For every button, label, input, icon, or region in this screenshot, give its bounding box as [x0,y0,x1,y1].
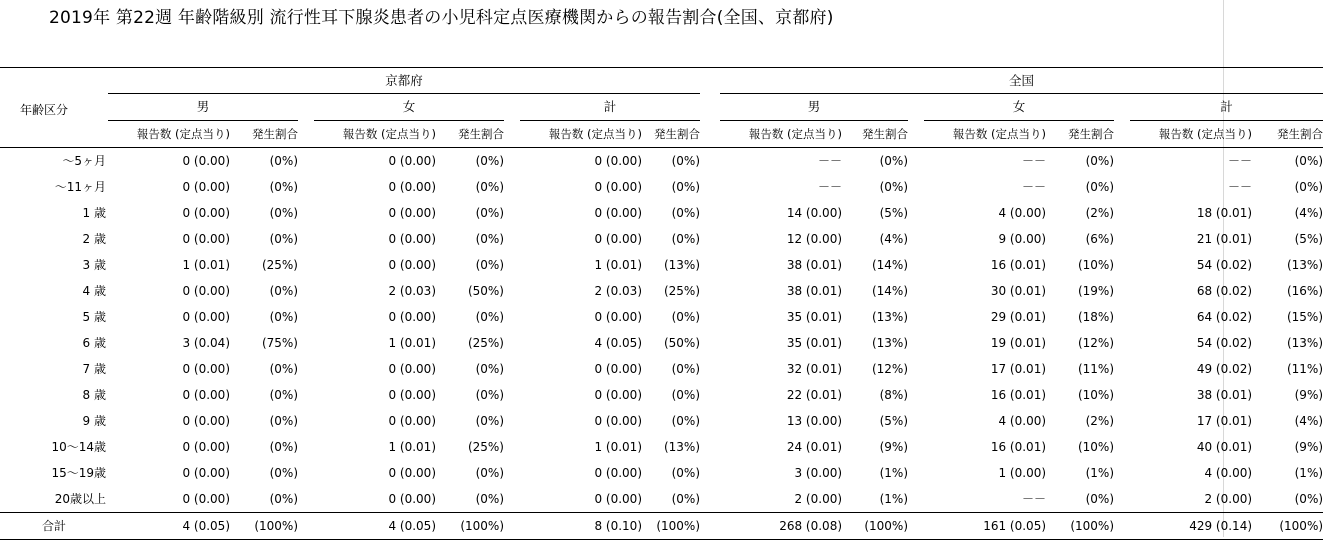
table-row [0,330,1323,356]
pct-cell: (0%) [269,466,298,480]
age-cell: 5 歳 [82,310,106,324]
count-cell: 0 (0.00) [594,492,642,506]
pct-cell: (0%) [1085,180,1115,194]
pct-cell: (100%) [230,513,298,540]
count-cell: 4 (0.05) [594,336,642,350]
table-row [0,304,1323,330]
count-cell: －－ [1022,180,1047,194]
count-cell: －－ [818,154,843,168]
pct-cell: (19%) [1077,284,1115,298]
pct-cell: (25%) [663,284,701,298]
pct-cell: (100%) [642,513,700,540]
col-header-pct-national-female: 発生割合 [1046,121,1114,148]
pct-cell: (0%) [671,362,701,376]
count-cell: 3 (0.00) [794,466,843,480]
pct-cell: (9%) [1294,440,1323,454]
pct-cell: (0%) [1294,180,1323,194]
pct-cell: (0%) [269,154,298,168]
table-row [0,200,1323,226]
age-cell: 15～19歳 [51,466,106,480]
count-cell: 4 (0.00) [1204,466,1253,480]
count-cell: 0 (0.00) [594,232,642,246]
pct-cell: (0%) [475,414,504,428]
count-cell: 64 (0.02) [1196,310,1253,324]
table-row [0,460,1323,486]
pct-cell: (25%) [261,258,298,272]
count-cell: 19 (0.01) [990,336,1047,350]
pct-cell: (0%) [269,492,298,506]
pct-cell: (5%) [879,206,909,220]
col-header-count-kyoto-total: 報告数 (定点当り) [520,121,642,148]
count-cell: 0 (0.00) [594,362,642,376]
count-cell: 0 (0.00) [388,258,436,272]
count-cell: 0 (0.00) [182,206,230,220]
count-cell: 17 (0.01) [990,362,1047,376]
pct-cell: (4%) [879,232,909,246]
age-cell: 7 歳 [82,362,106,376]
count-cell: 54 (0.02) [1196,258,1253,272]
count-cell: 32 (0.01) [786,362,843,376]
pct-cell: (0%) [475,258,504,272]
count-cell: 18 (0.01) [1196,206,1253,220]
pct-cell: (0%) [1294,492,1323,506]
count-cell: 0 (0.00) [388,180,436,194]
pct-cell: (10%) [1077,440,1115,454]
pct-cell: (1%) [879,492,909,506]
count-cell: 17 (0.01) [1196,414,1253,428]
pct-cell: (10%) [1077,258,1115,272]
count-cell: 4 (0.00) [998,206,1047,220]
count-cell: 35 (0.01) [786,310,843,324]
count-cell: 0 (0.00) [594,180,642,194]
pct-cell: (2%) [1085,206,1115,220]
pct-cell: (50%) [663,336,701,350]
pct-cell: (13%) [871,310,909,324]
pct-cell: (10%) [1077,388,1115,402]
count-cell: 24 (0.01) [786,440,843,454]
count-cell: 30 (0.01) [990,284,1047,298]
table-row [0,382,1323,408]
count-cell: 0 (0.00) [182,414,230,428]
count-cell: 0 (0.00) [182,284,230,298]
age-cell: 8 歳 [82,388,106,402]
pct-cell: (100%) [436,513,504,540]
count-cell: 268 (0.08) [720,513,842,540]
pct-cell: (0%) [475,492,504,506]
pct-cell: (0%) [475,206,504,220]
count-cell: 4 (0.05) [314,513,436,540]
count-cell: 0 (0.00) [182,232,230,246]
count-cell: 0 (0.00) [388,492,436,506]
pct-cell: (13%) [663,440,701,454]
count-cell: 0 (0.00) [388,466,436,480]
count-cell: 0 (0.00) [388,310,436,324]
group-header-kyoto: 京都府 [108,68,700,94]
col-header-pct-kyoto-total: 発生割合 [642,121,700,148]
count-cell: 0 (0.00) [182,466,230,480]
count-cell: 0 (0.00) [594,388,642,402]
count-cell: 1 (0.00) [998,466,1047,480]
pct-cell: (13%) [1286,258,1323,272]
pct-cell: (13%) [1286,336,1323,350]
count-cell: 29 (0.01) [990,310,1047,324]
count-cell: 0 (0.00) [182,440,230,454]
count-cell: 0 (0.00) [594,206,642,220]
pct-cell: (13%) [871,336,909,350]
table-row [0,148,1323,175]
table-row [0,486,1323,513]
pct-cell: (0%) [1085,154,1115,168]
count-cell: 14 (0.00) [786,206,843,220]
count-cell: 40 (0.01) [1196,440,1253,454]
col-header-pct-kyoto-male: 発生割合 [230,121,298,148]
count-cell: 38 (0.01) [1196,388,1253,402]
count-cell: 16 (0.01) [990,258,1047,272]
pct-cell: (0%) [475,388,504,402]
pct-cell: (0%) [671,492,701,506]
pct-cell: (0%) [1085,492,1115,506]
count-cell: 2 (0.03) [388,284,436,298]
pct-cell: (0%) [671,154,701,168]
count-cell: 0 (0.00) [182,154,230,168]
count-cell: 0 (0.00) [182,492,230,506]
count-cell: 1 (0.01) [594,258,642,272]
pct-cell: (0%) [671,310,701,324]
table-row [0,252,1323,278]
pct-cell: (1%) [879,466,909,480]
count-cell: 12 (0.00) [786,232,843,246]
pct-cell: (0%) [671,414,701,428]
pct-cell: (16%) [1286,284,1323,298]
sex-header-national-total: 計 [1130,94,1323,121]
pct-cell: (14%) [871,284,909,298]
pct-cell: (0%) [269,362,298,376]
sex-header-kyoto-total: 計 [520,94,700,121]
count-cell: 1 (0.01) [388,336,436,350]
pct-cell: (0%) [475,154,504,168]
table-row [0,278,1323,304]
count-cell: 13 (0.00) [786,414,843,428]
pct-cell: (12%) [1077,336,1115,350]
count-cell: 0 (0.00) [182,180,230,194]
count-cell: 38 (0.01) [786,258,843,272]
count-cell: 0 (0.00) [388,232,436,246]
pct-cell: (100%) [1046,513,1114,540]
age-cell: 1 歳 [82,206,106,220]
sex-header-kyoto-female: 女 [314,94,504,121]
pct-cell: (25%) [467,336,504,350]
count-cell: 38 (0.01) [786,284,843,298]
pct-cell: (11%) [1077,362,1115,376]
age-cell: ～5ヶ月 [62,154,106,168]
pct-cell: (0%) [269,232,298,246]
table-row [0,356,1323,382]
table-row [0,434,1323,460]
count-cell: 0 (0.00) [594,310,642,324]
pct-cell: (0%) [475,180,504,194]
age-cell: 2 歳 [82,232,106,246]
count-cell: 0 (0.00) [388,362,436,376]
count-cell: －－ [818,180,843,194]
pct-cell: (0%) [671,232,701,246]
count-cell: 0 (0.00) [388,414,436,428]
pct-cell: (9%) [1294,388,1323,402]
header-row-sex [0,94,1323,121]
pct-cell: (100%) [842,513,908,540]
pct-cell: (5%) [879,414,909,428]
table-row [0,408,1323,434]
count-cell: 4 (0.05) [108,513,230,540]
col-header-pct-national-male: 発生割合 [842,121,908,148]
count-cell: －－ [1022,492,1047,506]
pct-cell: (100%) [1252,513,1323,540]
age-cell: 10～14歳 [51,440,106,454]
count-cell: 161 (0.05) [924,513,1046,540]
count-cell: 0 (0.00) [594,466,642,480]
count-cell: 16 (0.01) [990,440,1047,454]
count-cell: 22 (0.01) [786,388,843,402]
count-cell: 0 (0.00) [388,388,436,402]
total-row [0,513,1323,540]
pct-cell: (9%) [879,440,909,454]
pct-cell: (18%) [1077,310,1115,324]
pct-cell: (0%) [269,310,298,324]
table-row [0,226,1323,252]
pct-cell: (13%) [663,258,701,272]
pct-cell: (0%) [879,154,909,168]
count-cell: 0 (0.00) [182,388,230,402]
col-header-count-national-male: 報告数 (定点当り) [720,121,842,148]
col-header-count-national-female: 報告数 (定点当り) [924,121,1046,148]
sex-header-national-female: 女 [924,94,1114,121]
count-cell: 2 (0.03) [594,284,642,298]
pct-cell: (5%) [1294,232,1323,246]
count-cell: －－ [1228,154,1253,168]
count-cell: 3 (0.04) [182,336,230,350]
count-cell: 9 (0.00) [998,232,1047,246]
sex-header-kyoto-male: 男 [108,94,298,121]
col-header-pct-kyoto-female: 発生割合 [436,121,504,148]
age-cell: ～11ヶ月 [54,180,106,194]
pct-cell: (0%) [475,362,504,376]
pct-cell: (50%) [467,284,504,298]
count-cell: 0 (0.00) [182,362,230,376]
count-cell: 21 (0.01) [1196,232,1253,246]
count-cell: 16 (0.01) [990,388,1047,402]
pct-cell: (0%) [269,180,298,194]
count-cell: 0 (0.00) [388,154,436,168]
pct-cell: (0%) [269,440,298,454]
pct-cell: (25%) [467,440,504,454]
pct-cell: (0%) [475,310,504,324]
count-cell: 2 (0.00) [794,492,843,506]
pct-cell: (11%) [1286,362,1323,376]
header-row-columns [0,121,1323,148]
pct-cell: (0%) [671,206,701,220]
count-cell: 0 (0.00) [594,154,642,168]
pct-cell: (1%) [1294,466,1323,480]
count-cell: 49 (0.02) [1196,362,1253,376]
count-cell: －－ [1228,180,1253,194]
pct-cell: (14%) [871,258,909,272]
age-header: 年齢区分 [0,68,108,148]
count-cell: 1 (0.01) [388,440,436,454]
pct-cell: (75%) [261,336,298,350]
pct-cell: (4%) [1294,206,1323,220]
count-cell: 2 (0.00) [1204,492,1253,506]
pct-cell: (12%) [871,362,909,376]
count-cell: －－ [1022,154,1047,168]
report-table [0,67,1323,540]
age-cell: 9 歳 [82,414,106,428]
count-cell: 68 (0.02) [1196,284,1253,298]
pct-cell: (0%) [269,284,298,298]
pct-cell: (0%) [475,466,504,480]
sex-header-national-male: 男 [720,94,908,121]
pct-cell: (0%) [671,466,701,480]
pct-cell: (0%) [269,388,298,402]
col-header-count-national-total: 報告数 (定点当り) [1130,121,1252,148]
pct-cell: (2%) [1085,414,1115,428]
pct-cell: (4%) [1294,414,1323,428]
pct-cell: (8%) [879,388,909,402]
pct-cell: (6%) [1085,232,1115,246]
count-cell: 0 (0.00) [388,206,436,220]
pct-cell: (0%) [879,180,909,194]
pct-cell: (15%) [1286,310,1323,324]
count-cell: 4 (0.00) [998,414,1047,428]
count-cell: 54 (0.02) [1196,336,1253,350]
col-header-count-kyoto-female: 報告数 (定点当り) [314,121,436,148]
pct-cell: (0%) [269,414,298,428]
group-header-national: 全国 [720,68,1323,94]
count-cell: 1 (0.01) [594,440,642,454]
age-cell: 3 歳 [82,258,106,272]
page-title: 2019年 第22週 年齢階級別 流行性耳下腺炎患者の小児科定点医療機関からの報告割合(全国、京都府) [49,8,834,28]
age-cell: 合計 [0,513,108,540]
pct-cell: (0%) [475,232,504,246]
age-cell: 6 歳 [82,336,106,350]
col-header-pct-national-total: 発生割合 [1252,121,1323,148]
count-cell: 0 (0.00) [594,414,642,428]
age-cell: 20歳以上 [54,492,106,506]
count-cell: 1 (0.01) [182,258,230,272]
pct-cell: (1%) [1085,466,1115,480]
count-cell: 0 (0.00) [182,310,230,324]
col-header-count-kyoto-male: 報告数 (定点当り) [108,121,230,148]
count-cell: 429 (0.14) [1130,513,1252,540]
table-row [0,174,1323,200]
count-cell: 35 (0.01) [786,336,843,350]
pct-cell: (0%) [269,206,298,220]
age-cell: 4 歳 [82,284,106,298]
pct-cell: (0%) [671,388,701,402]
pct-cell: (0%) [671,180,701,194]
pct-cell: (0%) [1294,154,1323,168]
header-row-region [0,68,1323,94]
count-cell: 8 (0.10) [520,513,642,540]
